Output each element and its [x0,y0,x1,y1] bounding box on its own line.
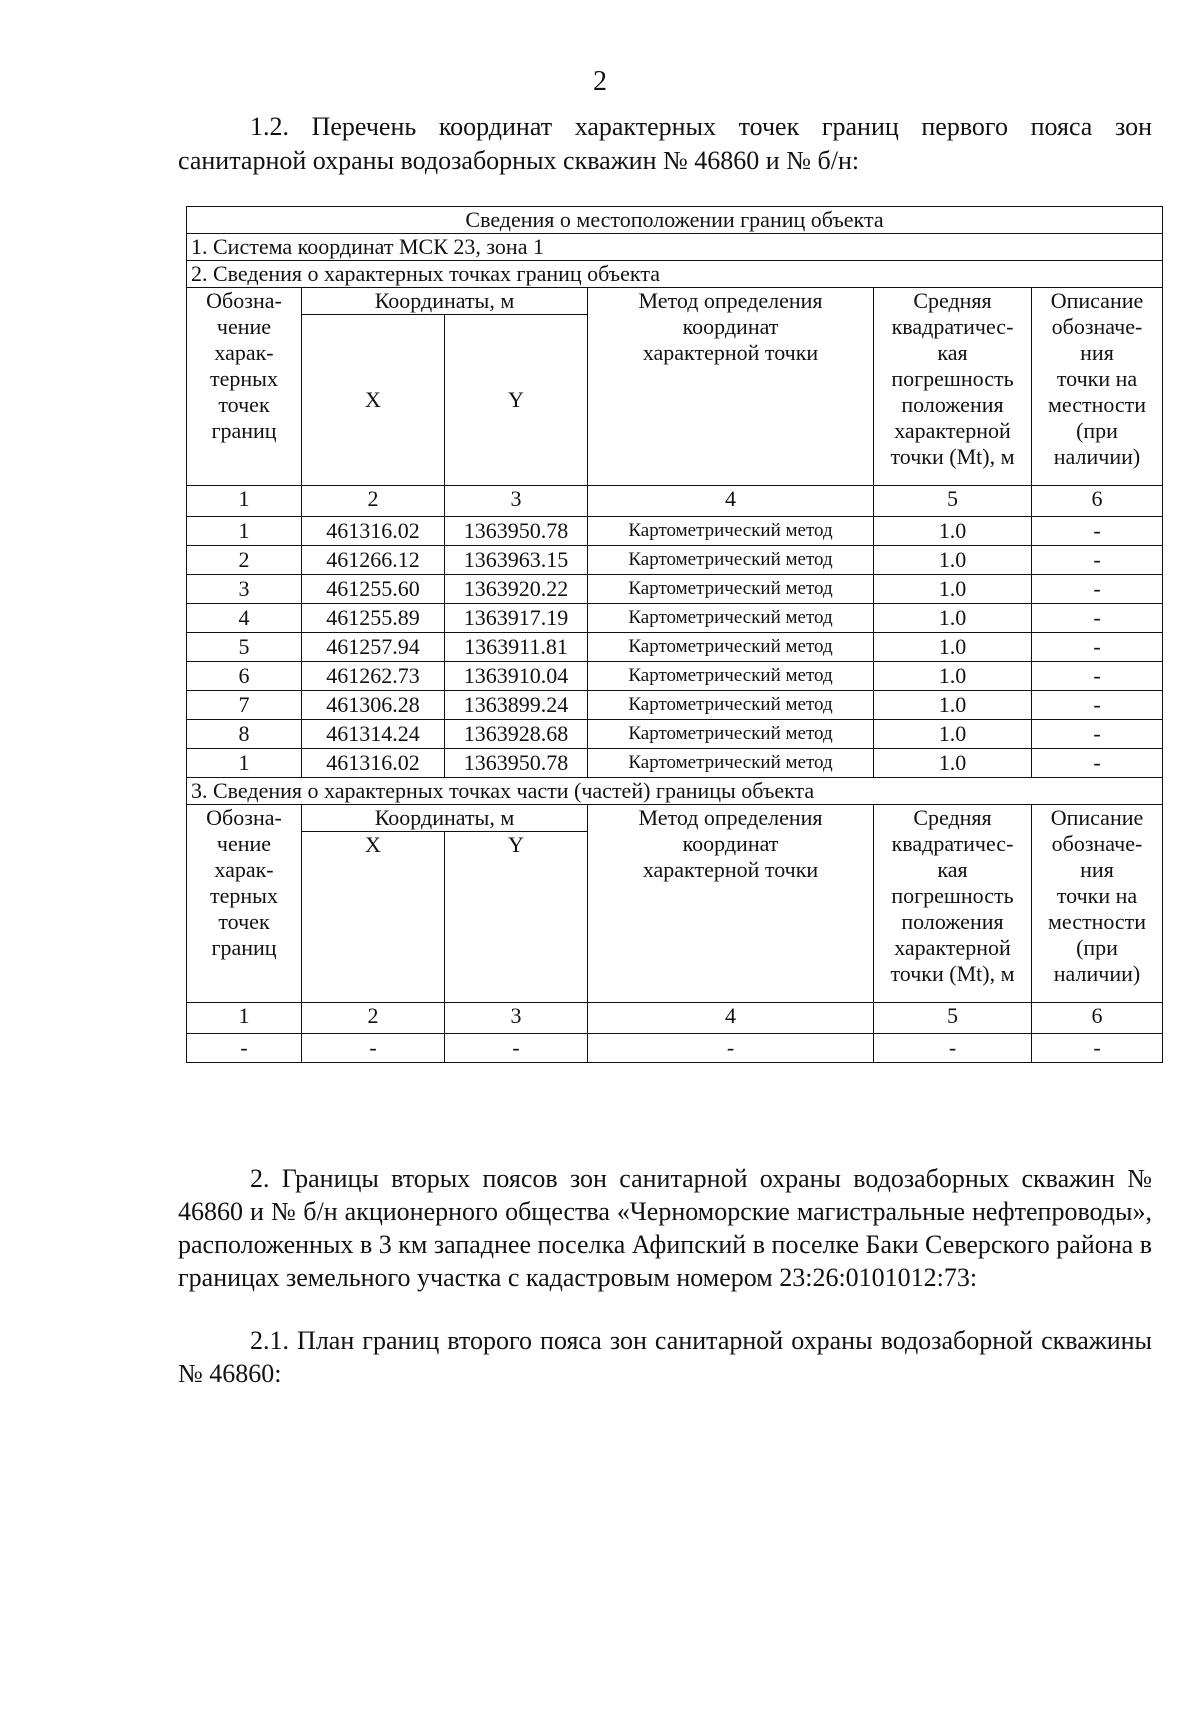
coord-x: 461266.12 [302,546,445,575]
coord-x: 461316.02 [302,749,445,778]
point-number: 3 [187,575,302,604]
header-description-part: Описание обозначе- ния точки на местности (при наличии) [1032,805,1163,1003]
header-error-part: Средняя квадратичес- кая погрешность положения характерной точки (Mt), м [874,805,1032,1003]
method: Картометрический метод [588,633,874,662]
header-x-part: X [302,832,445,859]
description: - [1032,575,1163,604]
table-row [187,575,1163,604]
mt-error: 1.0 [874,691,1032,720]
point-number: 8 [187,720,302,749]
cell-dash: - [874,1033,1032,1062]
colnum: 4 [588,486,874,517]
column-numbers-row-part [187,1002,1163,1033]
point-number: 4 [187,604,302,633]
header-coords: Координаты, м [302,288,588,315]
header-error: Средняя квадратичес- кая погрешность положения характерной точки (Mt), м [874,288,1032,486]
cell-dash: - [588,1033,874,1062]
header-designation-part: Обозна- чение харак- терных точек границ [187,805,302,1003]
colnum: 5 [874,1002,1032,1033]
table-row [187,720,1163,749]
mt-error: 1.0 [874,546,1032,575]
table-row [187,633,1163,662]
header-description: Описание обозначе- ния точки на местности (при наличии) [1032,288,1163,486]
coord-x: 461306.28 [302,691,445,720]
description: - [1032,517,1163,546]
point-number: 1 [187,749,302,778]
coord-x: 461257.94 [302,633,445,662]
header-method: Метод определения координат характерной точки [588,288,874,486]
table-row [187,749,1163,778]
colnum: 6 [1032,486,1163,517]
header-y-part: Y [445,832,588,859]
mt-error: 1.0 [874,517,1032,546]
mt-error: 1.0 [874,575,1032,604]
table-row [187,517,1163,546]
coord-x: 461255.60 [302,575,445,604]
coord-y: 1363950.78 [445,749,588,778]
coord-system-row: 1. Система координат МСК 23, зона 1 [187,234,1163,261]
section3-title-row: 3. Сведения о характерных точках части (частей) границы объекта [187,778,1163,805]
cell-dash: - [445,1033,588,1062]
header-y: Y [445,315,588,486]
section-1-2-heading: 1.2. Перечень координат характерных точек границ первого пояса зон санитарной охраны водозаборных скважин № 46860 и № б/н: [178,112,1152,175]
method: Картометрический метод [588,575,874,604]
header-y-part-blank [445,858,588,1002]
coord-y: 1363950.78 [445,517,588,546]
coord-y: 1363920.22 [445,575,588,604]
description: - [1032,604,1163,633]
page-number: 2 [593,66,607,97]
header-x: X [302,315,445,486]
header-coords-part: Координаты, м [302,805,588,832]
cell-dash: - [302,1033,445,1062]
mt-error: 1.0 [874,720,1032,749]
method: Картометрический метод [588,720,874,749]
description: - [1032,633,1163,662]
point-number: 5 [187,633,302,662]
coord-x: 461262.73 [302,662,445,691]
table-row [187,604,1163,633]
coord-x: 461255.89 [302,604,445,633]
method: Картометрический метод [588,691,874,720]
table-title: Сведения о местоположении границ объекта [187,207,1163,234]
method: Картометрический метод [588,604,874,633]
colnum: 3 [445,486,588,517]
point-number: 2 [187,546,302,575]
colnum: 1 [187,1002,302,1033]
colnum: 6 [1032,1002,1163,1033]
method: Картометрический метод [588,662,874,691]
description: - [1032,662,1163,691]
colnum: 3 [445,1002,588,1033]
colnum: 2 [302,486,445,517]
method: Картометрический метод [588,749,874,778]
description: - [1032,720,1163,749]
mt-error: 1.0 [874,662,1032,691]
colnum: 2 [302,1002,445,1033]
coordinates-table [186,206,1163,1063]
table-row [187,662,1163,691]
cell-dash: - [187,1033,302,1062]
mt-error: 1.0 [874,749,1032,778]
description: - [1032,691,1163,720]
method: Картометрический метод [588,546,874,575]
coord-y: 1363911.81 [445,633,588,662]
point-number: 1 [187,517,302,546]
column-numbers-row [187,486,1163,517]
cell-dash: - [1032,1033,1163,1062]
section-2-paragraph: 2. Границы вторых поясов зон санитарной охраны водозаборных скважин № 46860 и № б/н акционерного общества «Черноморские магистральные нефтепроводы», расположенных в 3 км западнее поселка Афипский в поселке Баки Северского района в границах земельного участка с кадастровым номером 23:26:0101012:73: [178,1164,1152,1292]
point-number: 7 [187,691,302,720]
table-row [187,546,1163,575]
header-method-part: Метод определения координат характерной точки [588,805,874,1003]
coord-y: 1363928.68 [445,720,588,749]
coord-y: 1363963.15 [445,546,588,575]
colnum: 4 [588,1002,874,1033]
colnum: 1 [187,486,302,517]
mt-error: 1.0 [874,604,1032,633]
header-designation: Обозна- чение харак- терных точек границ [187,288,302,486]
section-2-1-heading: 2.1. План границ второго пояса зон санитарной охраны водозаборной скважины № 46860: [178,1326,1152,1388]
description: - [1032,546,1163,575]
table-row [187,691,1163,720]
description: - [1032,749,1163,778]
coord-x: 461316.02 [302,517,445,546]
header-x-part-blank [302,858,445,1002]
coord-y: 1363917.19 [445,604,588,633]
coord-x: 461314.24 [302,720,445,749]
point-number: 6 [187,662,302,691]
colnum: 5 [874,486,1032,517]
section2-title-row: 2. Сведения о характерных точках границ объекта [187,261,1163,288]
coord-y: 1363899.24 [445,691,588,720]
method: Картометрический метод [588,517,874,546]
mt-error: 1.0 [874,633,1032,662]
coord-y: 1363910.04 [445,662,588,691]
table-row-part [187,1033,1163,1062]
